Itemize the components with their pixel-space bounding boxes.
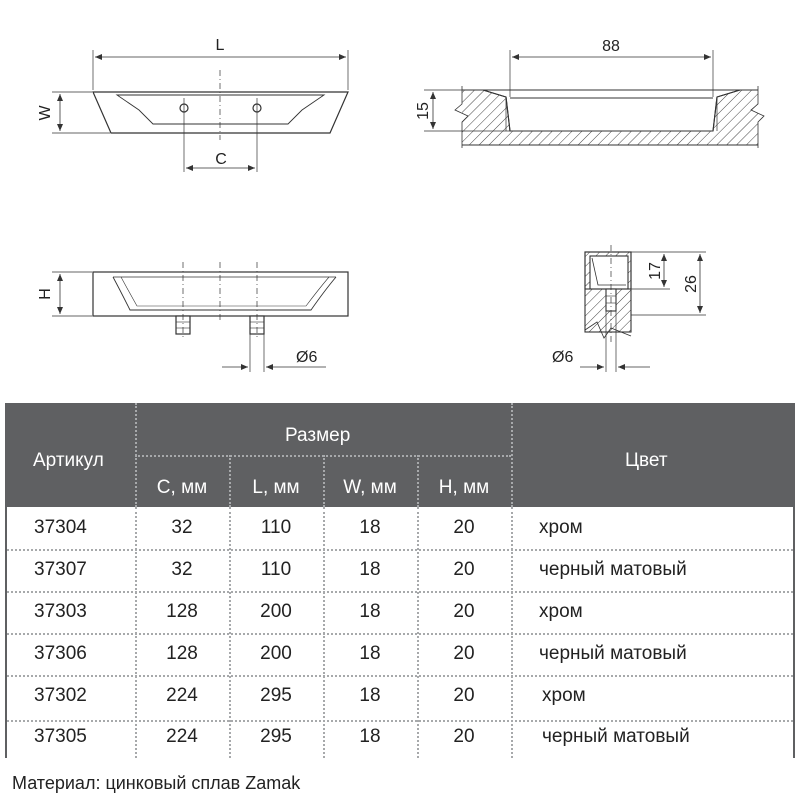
cell-w: 18: [359, 601, 381, 622]
cell-article: 37305: [34, 726, 87, 747]
cell-l: 200: [260, 601, 292, 622]
header-l-mm: L, мм: [252, 477, 300, 498]
cell-h: 20: [453, 726, 475, 747]
cell-c: 224: [166, 685, 198, 706]
table-row: [7, 716, 797, 758]
table-header: [5, 403, 795, 507]
top-view-drawing: [52, 50, 348, 172]
cell-c: 224: [166, 726, 198, 747]
cell-l: 295: [260, 726, 292, 747]
header-divider: [417, 455, 419, 507]
dim-label-diameter-side: Ø6: [296, 349, 318, 366]
header-c-mm: C, мм: [156, 477, 208, 498]
cell-color: черный матовый: [539, 643, 687, 664]
header-size: Размер: [285, 425, 351, 446]
cell-h: 20: [453, 601, 475, 622]
cell-color: хром: [542, 685, 586, 706]
cell-h: 20: [453, 517, 475, 538]
dim-label-h: H: [37, 288, 54, 300]
cell-h: 20: [453, 643, 475, 664]
cell-w: 18: [359, 517, 381, 538]
dim-label-w: W: [37, 105, 54, 121]
header-divider: [511, 403, 513, 507]
cell-l: 295: [260, 685, 292, 706]
cell-l: 110: [260, 517, 292, 538]
cell-l: 200: [260, 643, 292, 664]
dim-label-c: C: [215, 151, 227, 168]
dim-label-l: L: [215, 37, 225, 54]
dim-label-diameter-end: Ø6: [552, 349, 574, 366]
cell-color: черный матовый: [542, 726, 690, 747]
cell-l: 110: [260, 559, 292, 580]
section-view-drawing: [424, 50, 764, 148]
header-w-mm: W, мм: [343, 477, 397, 498]
cell-color: хром: [539, 517, 583, 538]
cell-article: 37303: [34, 601, 87, 622]
table-row: [7, 675, 797, 717]
cell-h: 20: [453, 685, 475, 706]
cell-article: 37302: [34, 685, 87, 706]
header-divider: [229, 455, 231, 507]
table-row: [7, 507, 797, 549]
cell-article: 37306: [34, 643, 87, 664]
cell-article: 37307: [34, 559, 87, 580]
cell-w: 18: [359, 726, 381, 747]
cell-c: 128: [166, 643, 198, 664]
cell-w: 18: [359, 559, 381, 580]
cell-h: 20: [453, 559, 475, 580]
cell-w: 18: [359, 685, 381, 706]
dim-label-26: 26: [683, 275, 700, 293]
cell-article: 37304: [34, 517, 87, 538]
cell-w: 18: [359, 643, 381, 664]
table-row: [7, 549, 797, 591]
dim-label-17: 17: [647, 262, 664, 280]
spec-table: [5, 403, 795, 758]
header-divider: [323, 455, 325, 507]
cell-color: хром: [539, 601, 583, 622]
header-article: Артикул: [33, 450, 104, 471]
table-body: [5, 507, 795, 758]
table-row: [7, 591, 797, 633]
header-divider: [135, 455, 511, 457]
material-note: Материал: цинковый сплав Zamak: [12, 773, 301, 793]
end-view-drawing: [580, 245, 706, 372]
header-h-mm: H, мм: [438, 477, 490, 498]
cell-color: черный матовый: [539, 559, 687, 580]
cell-c: 128: [166, 601, 198, 622]
dim-label-15: 15: [415, 102, 432, 120]
table-row: [7, 633, 797, 675]
cell-c: 32: [171, 559, 193, 580]
dim-label-88: 88: [602, 38, 620, 55]
header-color: Цвет: [625, 450, 668, 471]
cell-c: 32: [171, 517, 193, 538]
